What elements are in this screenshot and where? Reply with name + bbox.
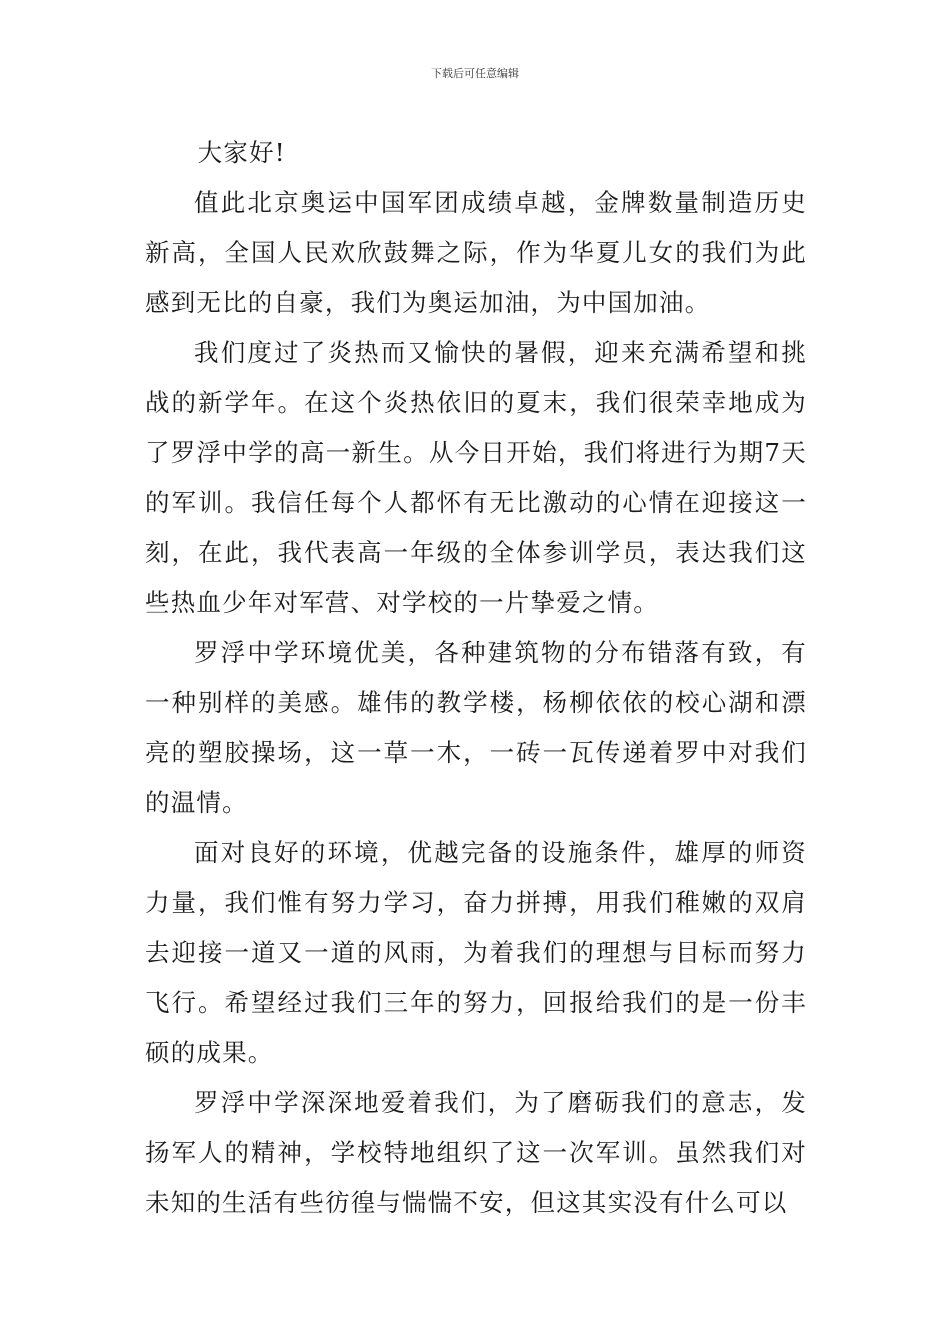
greeting: 大家好! xyxy=(197,138,286,167)
paragraph-olympics: 值此北京奥运中国军团成绩卓越，金牌数量制造历史新高，全国人民欢欣鼓舞之际，作为华夏儿女的我们为此感到无比的自豪，我们为奥运加油，为中国加油。 xyxy=(145,188,807,317)
paragraph-military-training: 罗浮中学深深地爱着我们，为了磨砺我们的意志，发扬军人的精神，学校特地组织了这一次军训。虽然我们对未知的生活有些彷徨与惴惴不安，但这其实没有什么可以 xyxy=(145,1088,807,1217)
paragraph-campus-environment: 罗浮中学环境优美，各种建筑物的分布错落有致，有一种别样的美感。雄伟的教学楼，杨柳依依的校心湖和漂亮的塑胶操场，这一草一木，一砖一瓦传递着罗中对我们的温情。 xyxy=(145,638,807,817)
paragraph-study-effort: 面对良好的环境，优越完备的设施条件，雄厚的师资力量，我们惟有努力学习，奋力拼搏，用我们稚嫩的双肩去迎接一道又一道的风雨，为着我们的理想与目标而努力飞行。希望经过我们三年的努力，回报给我们的是一份丰硕的成果。 xyxy=(145,838,807,1067)
header-note: 下载后可任意编辑 xyxy=(431,67,519,80)
paragraph-new-semester: 我们度过了炎热而又愉快的暑假，迎来充满希望和挑战的新学年。在这个炎热依旧的夏末，我们很荣幸地成为了罗浮中学的高一新生。从今日开始，我们将进行为期7天的军训。我信任每个人都怀有无比激动的心情在迎接这一刻，在此，我代表高一年级的全体参训学员，表达我们这些热血少年对军营、对学校的一片挚爱之情。 xyxy=(145,338,807,617)
document-body xyxy=(145,128,807,1228)
